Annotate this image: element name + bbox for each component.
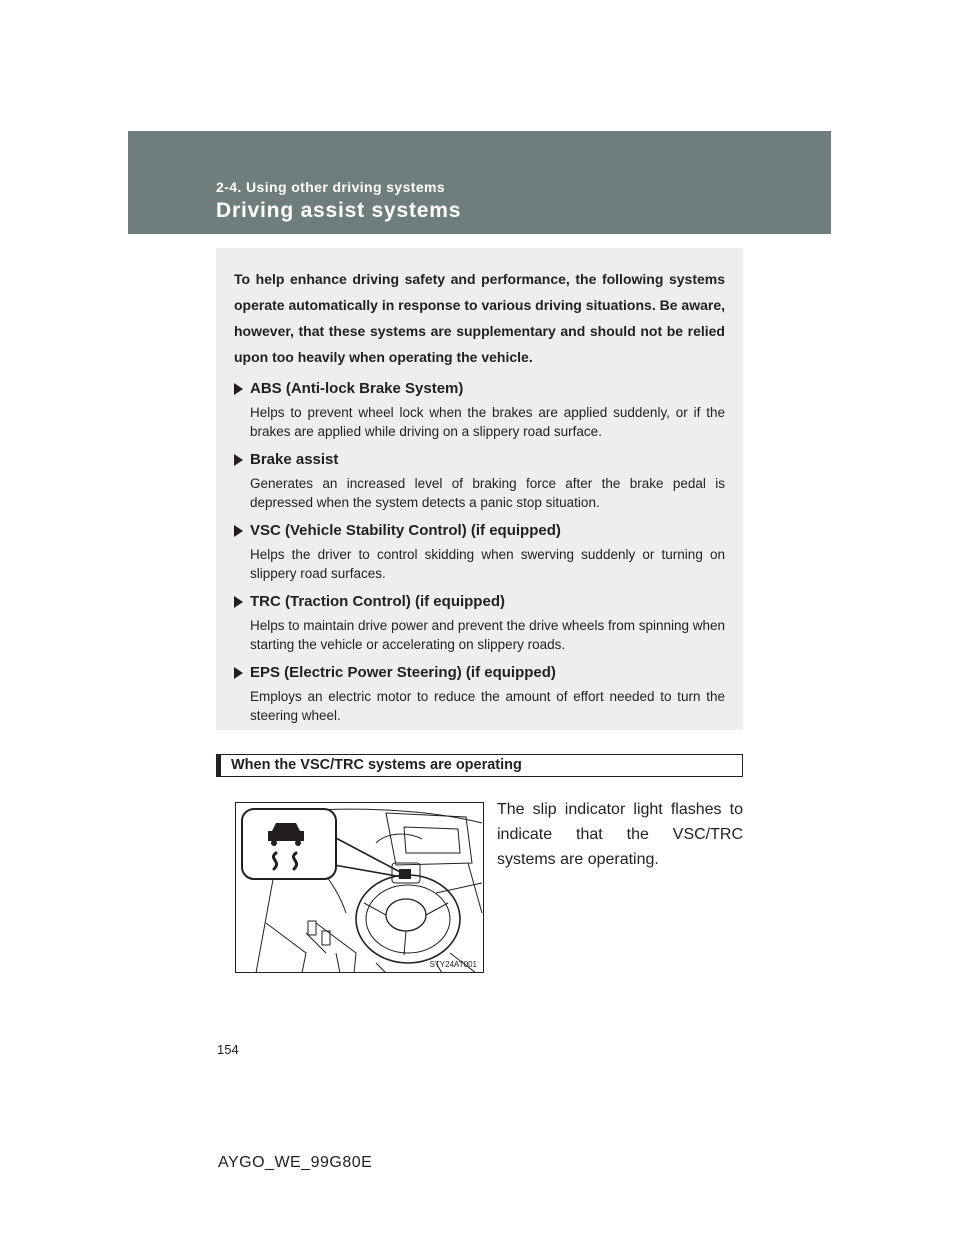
dashboard-illustration	[235, 802, 484, 973]
figure-code: STY24AT001	[429, 960, 477, 969]
feature-desc: Helps the driver to control skidding when swerving suddenly or turning on slippery road surfaces.	[250, 547, 725, 581]
feature-brake-assist	[234, 449, 725, 512]
triangle-bullet-icon	[234, 454, 243, 466]
feature-title: VSC (Vehicle Stability Control) (if equipped)	[250, 522, 561, 539]
feature-vsc	[234, 520, 725, 583]
section-label: 2-4. Using other driving systems	[216, 179, 446, 195]
vsc-subheading: When the VSC/TRC systems are operating	[216, 754, 743, 777]
feature-title: TRC (Traction Control) (if equipped)	[250, 593, 505, 610]
info-box	[216, 248, 743, 730]
feature-desc: Employs an electric motor to reduce the amount of effort needed to turn the steering wheel.	[250, 689, 725, 723]
intro-text: To help enhance driving safety and performance, the following systems operate automatically in response to various driving situations. Be aware, however, that these systems are supplementary and should not be relied upon too heavily when operating the vehicle.	[234, 271, 725, 365]
triangle-bullet-icon	[234, 383, 243, 395]
feature-desc: Generates an increased level of braking force after the brake pedal is depressed when the system detects a panic stop situation.	[250, 476, 725, 510]
feature-trc	[234, 591, 725, 654]
feature-title: Brake assist	[250, 451, 339, 468]
triangle-bullet-icon	[234, 596, 243, 608]
vsc-description: The slip indicator light flashes to indicate that the VSC/TRC systems are operating.	[497, 801, 743, 868]
page-number: 154	[217, 1042, 239, 1057]
subheading-marker	[216, 754, 221, 777]
dashboard-drawing	[236, 803, 484, 973]
triangle-bullet-icon	[234, 525, 243, 537]
triangle-bullet-icon	[234, 667, 243, 679]
feature-title: EPS (Electric Power Steering) (if equipped)	[250, 664, 556, 681]
feature-eps	[234, 662, 725, 725]
feature-title: ABS (Anti-lock Brake System)	[250, 380, 464, 397]
header-band	[128, 131, 831, 234]
page-title: Driving assist systems	[216, 199, 462, 222]
feature-abs	[234, 378, 725, 441]
document-code: AYGO_WE_99G80E	[218, 1154, 373, 1171]
feature-desc: Helps to prevent wheel lock when the brakes are applied suddenly, or if the brakes are applied while driving on a slippery road surface.	[250, 405, 725, 439]
feature-desc: Helps to maintain drive power and prevent the drive wheels from spinning when starting the vehicle or accelerating on slippery roads.	[250, 618, 726, 652]
